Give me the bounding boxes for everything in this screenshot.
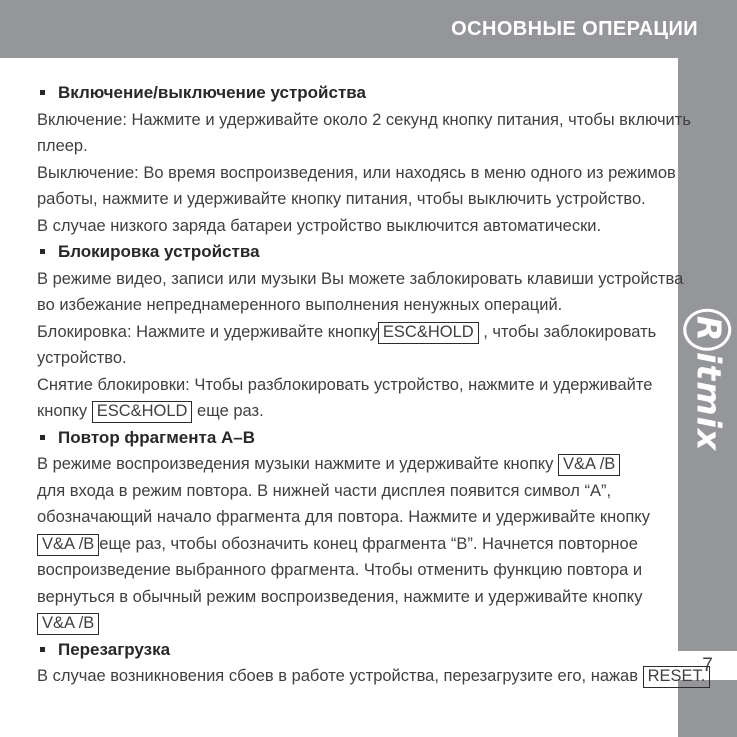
- text-line: [37, 319, 667, 346]
- text-segment: Включение: Нажмите и удерживайте около 2 секунд кнопку питания, чтобы включить: [37, 110, 691, 129]
- button-key-label: ESC&HOLD: [378, 322, 479, 344]
- text-segment: , чтобы заблокировать: [478, 322, 657, 341]
- button-key-label: RESET.: [643, 666, 711, 688]
- text-line: [37, 107, 691, 134]
- page-number: 7: [702, 654, 713, 676]
- text-line: [37, 160, 676, 187]
- section-heading: [37, 637, 667, 664]
- text-segment: В режиме видео, записи или музыки Вы можете заблокировать клавиши устройства: [37, 269, 684, 288]
- button-key-label: ESC&HOLD: [92, 401, 193, 423]
- text-line: [37, 292, 667, 319]
- section-heading-text: Включение/выключение устройства: [58, 83, 366, 102]
- text-line: [37, 133, 667, 160]
- bullet-square-icon: [40, 249, 45, 254]
- section-heading: [37, 425, 667, 452]
- section-heading-text: Перезагрузка: [58, 639, 171, 659]
- text-segment: Снятие блокировки: Чтобы разблокировать устройство, нажмите и удерживайте: [37, 375, 653, 394]
- page-header-title: ОСНОВНЫЕ ОПЕРАЦИИ: [451, 17, 698, 40]
- button-key-label: V&A /B: [37, 534, 99, 556]
- text-line: [37, 213, 667, 240]
- text-segment: В случае низкого заряда батареи устройство выключится автоматически.: [37, 216, 602, 235]
- section-heading: [37, 239, 667, 266]
- text-segment: вернуться в обычный режим воспроизведения, нажмите и удерживайте кнопку: [37, 587, 643, 606]
- text-segment: В случае возникновения сбоев в работе устройства, перезагрузите его, нажав: [37, 667, 643, 685]
- text-segment: кнопку: [37, 402, 92, 420]
- text-line: [37, 345, 667, 372]
- text-segment: В режиме воспроизведения музыки нажмите и удерживайте кнопку: [37, 455, 559, 473]
- text-segment: воспроизведение выбранного фрагмента. Чтобы отменить функцию повтора и: [37, 561, 643, 579]
- bullet-square-icon: [40, 647, 45, 652]
- text-line: [37, 372, 667, 399]
- button-key-label: V&A /B: [37, 613, 99, 635]
- section-heading-text: Повтор фрагмента A–B: [58, 427, 256, 447]
- logo-swirl: R: [684, 309, 732, 351]
- text-segment: Блокировка: Нажмите и удерживайте кнопку: [37, 322, 378, 341]
- text-segment: Выключение: Во время воспроизведения, или находясь в меню одного из режимов: [37, 163, 676, 182]
- text-line: [37, 610, 667, 637]
- text-line: [37, 266, 684, 293]
- text-segment: для входа в режим повтора. В нижней части дисплея появится символ “А”,: [37, 481, 612, 500]
- content: [37, 80, 706, 690]
- bullet-square-icon: [40, 90, 45, 95]
- button-key-label: V&A /B: [558, 454, 620, 476]
- text-line: [37, 478, 667, 505]
- text-line: [37, 398, 667, 425]
- text-segment: обозначающий начало фрагмента для повтора. Нажмите и удерживайте кнопку: [37, 508, 650, 526]
- text-segment: плеер.: [37, 137, 88, 155]
- text-line: [37, 584, 667, 611]
- section-heading-text: Блокировка устройства: [58, 242, 260, 261]
- text-segment: устройство.: [37, 349, 127, 367]
- text-line: [37, 186, 667, 213]
- text-line: [37, 531, 667, 558]
- text-line: [37, 451, 667, 478]
- ritmix-logo-text: Ritmix: [684, 309, 732, 452]
- bullet-square-icon: [40, 435, 45, 440]
- text-line: [37, 557, 667, 584]
- section-heading: [37, 80, 667, 107]
- text-segment: во избежание непреднамеренного выполнения ненужных операций.: [37, 296, 563, 314]
- text-line: [37, 663, 706, 690]
- right-sidebar: [678, 58, 737, 737]
- text-line: [37, 504, 667, 531]
- page-header: [0, 0, 737, 58]
- text-segment: работы, нажмите и удерживайте кнопку питания, чтобы выключить устройство.: [37, 190, 646, 208]
- text-segment: еще раз, чтобы обозначить конец фрагмента “В”. Начнется повторное: [99, 534, 638, 553]
- text-segment: еще раз.: [192, 402, 264, 420]
